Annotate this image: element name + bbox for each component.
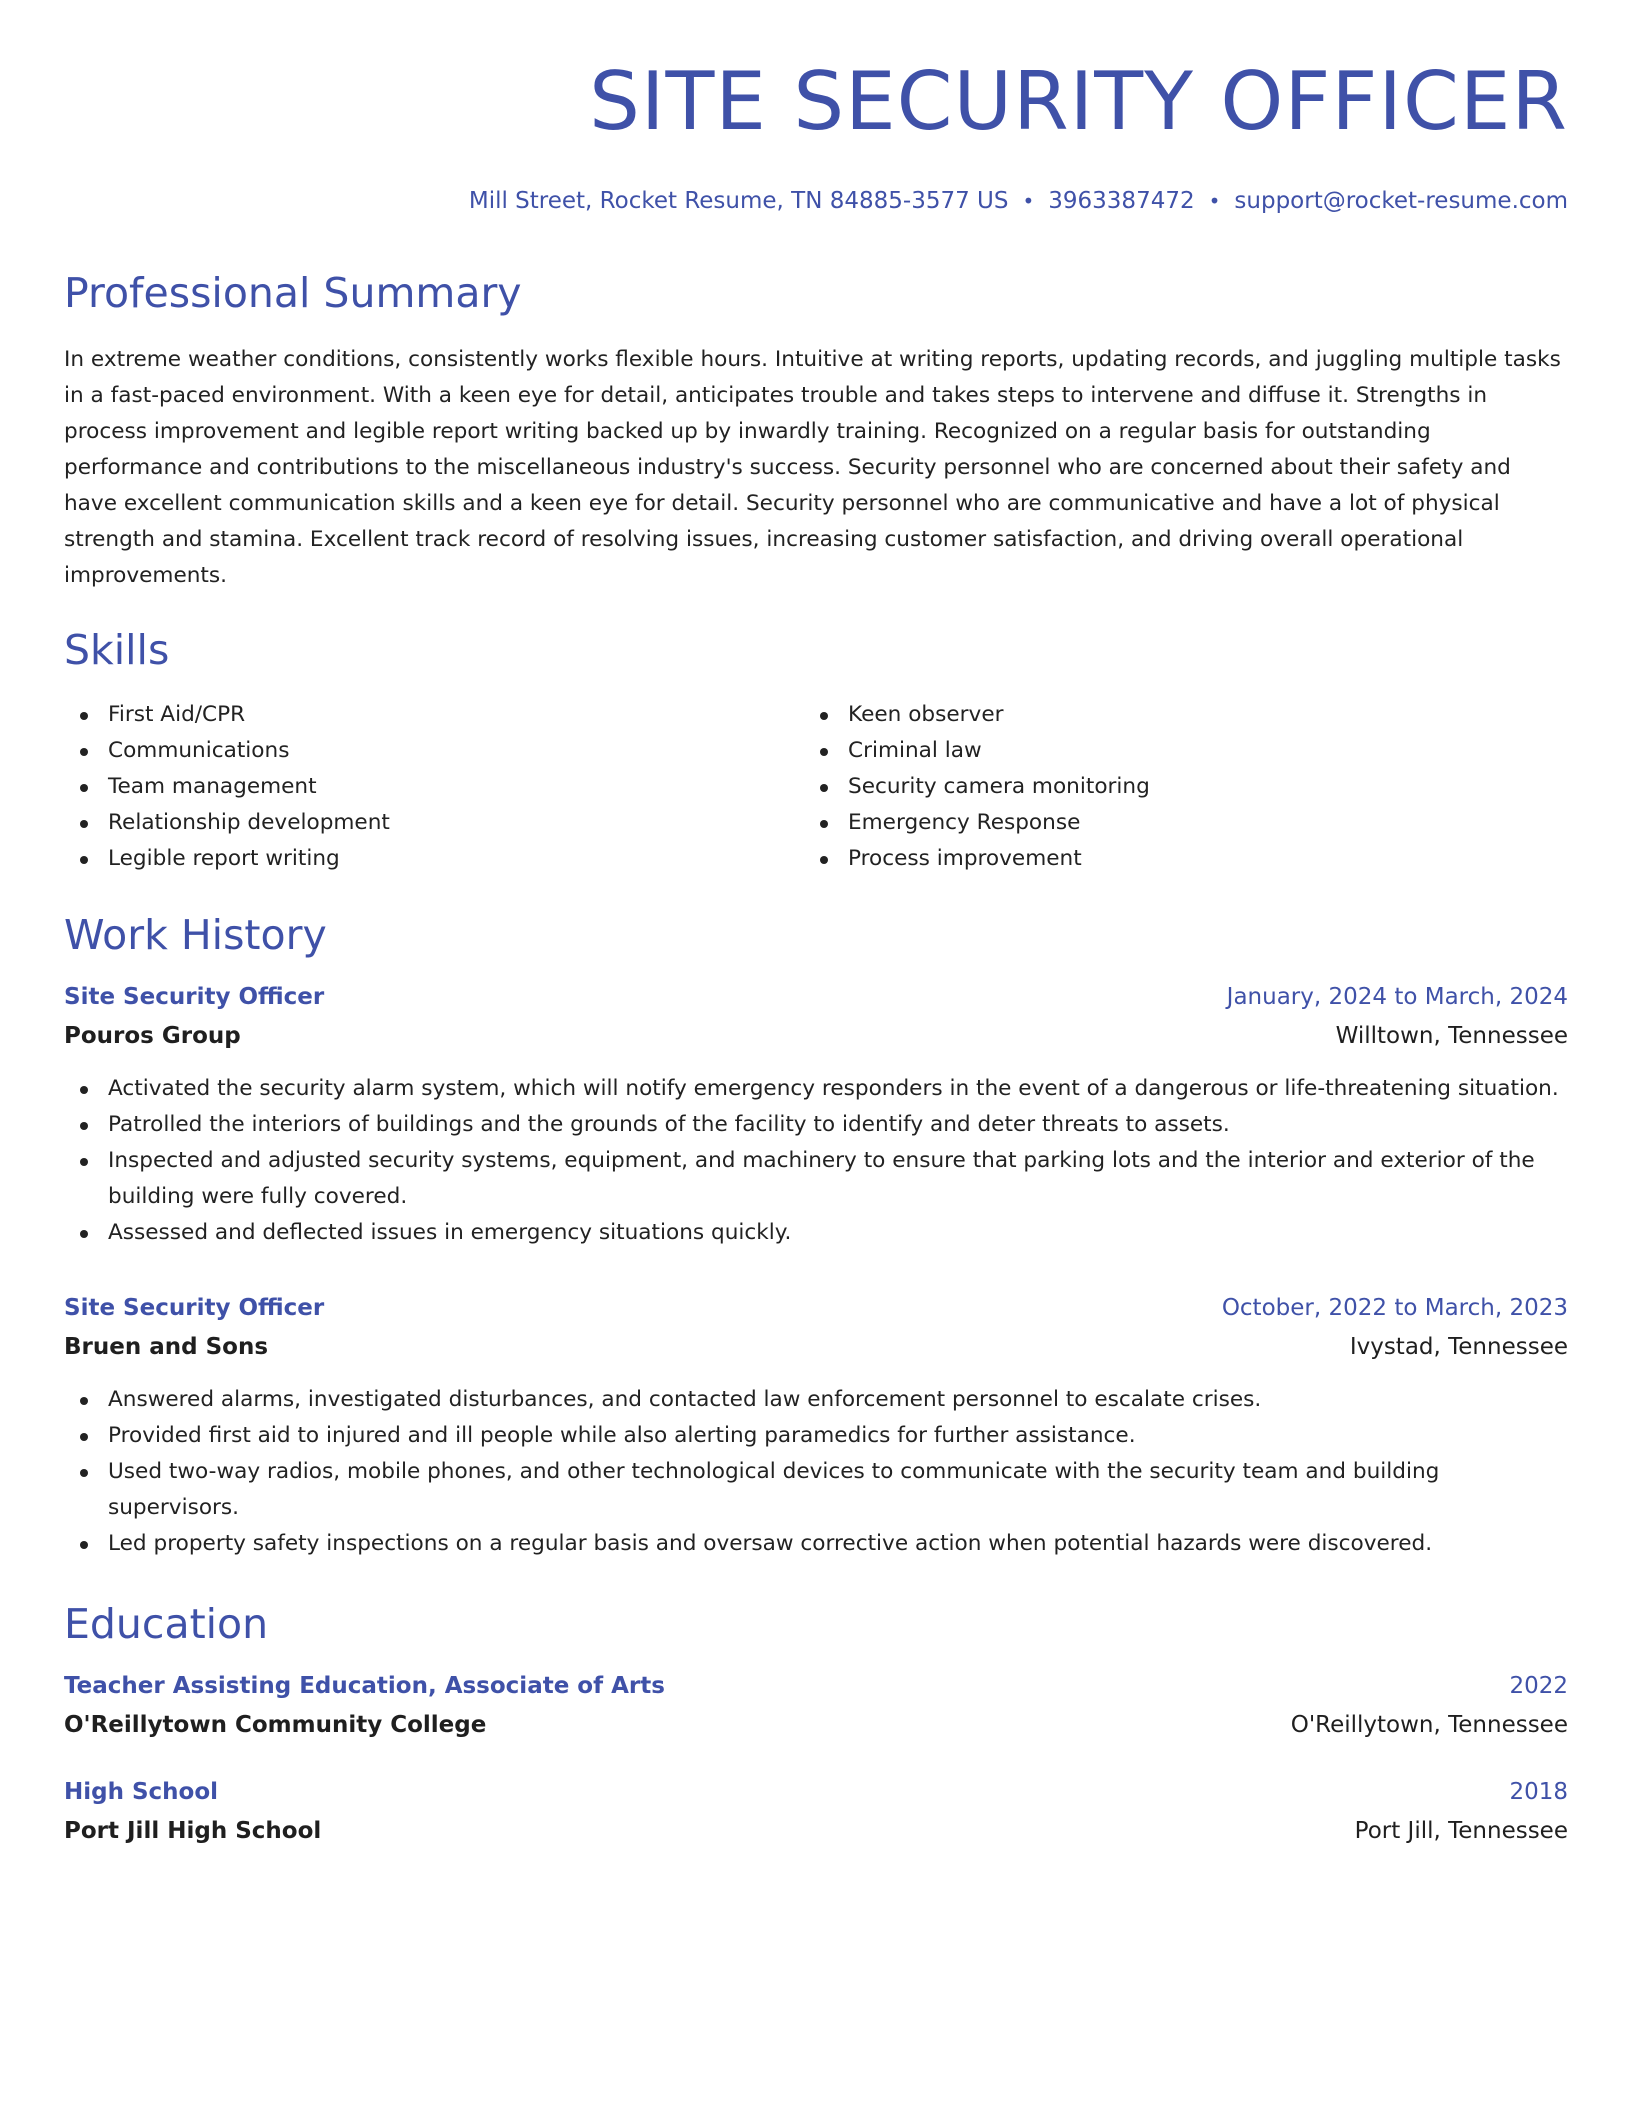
education-entry (64, 1675, 1568, 1737)
skill-item: Relationship development (64, 805, 804, 841)
job-duties (64, 1071, 1568, 1251)
duty-item: Led property safety inspections on a regular basis and oversaw corrective action when potential hazards were discovered. (64, 1526, 1568, 1562)
skill-item: Keen observer (804, 697, 1544, 733)
contact-separator: • (1208, 189, 1221, 213)
skill-item: First Aid/CPR (64, 697, 804, 733)
duty-item: Patrolled the interiors of buildings and the grounds of the facility to identify and deter threats to assets. (64, 1107, 1568, 1143)
job-company: Pouros Group (64, 1023, 241, 1049)
job-duties (64, 1382, 1568, 1562)
contact-email: support@rocket-resume.com (1234, 188, 1568, 214)
skill-item: Security camera monitoring (804, 769, 1544, 805)
job-title: Site Security Officer (64, 1295, 325, 1321)
education-year: 2018 (1509, 1779, 1568, 1805)
skills-column-right (804, 697, 1544, 877)
work-entry (64, 1297, 1568, 1562)
resume-name: SITE SECURITY OFFICER (589, 55, 1568, 148)
job-dates: January, 2024 to March, 2024 (1226, 984, 1568, 1010)
education-school-row (64, 1714, 1568, 1737)
education-degree: High School (64, 1779, 219, 1805)
duty-item: Answered alarms, investigated disturbances, and contacted law enforcement personnel to escalate crises. (64, 1382, 1568, 1418)
work-history-heading: Work History (64, 911, 327, 959)
education-entry (64, 1781, 1568, 1843)
skill-item: Communications (64, 733, 804, 769)
education-location: O'Reillytown, Tennessee (1290, 1712, 1568, 1738)
contact-line (64, 190, 1568, 213)
duty-item: Provided first aid to injured and ill people while also alerting paramedics for further assistance. (64, 1418, 1568, 1454)
job-header (64, 986, 1568, 1009)
skills-column-left (64, 697, 804, 877)
skill-item: Emergency Response (804, 805, 1544, 841)
contact-address: Mill Street, Rocket Resume, TN 84885-3577 US (468, 188, 1009, 214)
summary-heading: Professional Summary (64, 269, 522, 317)
skill-item: Team management (64, 769, 804, 805)
job-company: Bruen and Sons (64, 1334, 269, 1360)
skills-list (64, 697, 1568, 877)
job-title: Site Security Officer (64, 984, 325, 1010)
duty-item: Inspected and adjusted security systems, equipment, and machinery to ensure that parking lots and the interior and exterior of the building were fully covered. (64, 1143, 1568, 1215)
education-location: Port Jill, Tennessee (1354, 1818, 1568, 1844)
skills-heading: Skills (64, 626, 170, 674)
education-year: 2022 (1509, 1673, 1568, 1699)
contact-separator: • (1022, 189, 1035, 213)
job-header (64, 1297, 1568, 1320)
skill-item: Process improvement (804, 841, 1544, 877)
skill-item: Criminal law (804, 733, 1544, 769)
duty-item: Activated the security alarm system, which will notify emergency responders in the event of a dangerous or life-threatening situation. (64, 1071, 1568, 1107)
education-header (64, 1781, 1568, 1804)
education-heading: Education (64, 1600, 269, 1648)
education-header (64, 1675, 1568, 1698)
duty-item: Assessed and deflected issues in emergency situations quickly. (64, 1215, 1568, 1251)
contact-phone: 3963387472 (1048, 188, 1195, 214)
education-school: Port Jill High School (64, 1818, 322, 1844)
summary-text: In extreme weather conditions, consistently works flexible hours. Intuitive at writing reports, updating records, and juggling multiple tasks in a fast-paced environment. With a keen eye for detail, anticipates trouble and takes steps to intervene and diffuse it. Strengths in process improvement and legible report writing backed up by inwardly training. Recognized on a regular basis for outstanding performance and contributions to the miscellaneous industry's success. Security personnel who are concerned about their safety and have excellent communication skills and a keen eye for detail. Security personnel who are communicative and have a lot of physical strength and stamina. Excellent track record of resolving issues, increasing customer satisfaction, and driving overall operational improvements. (64, 347, 1561, 588)
skill-item: Legible report writing (64, 841, 804, 877)
education-degree: Teacher Assisting Education, Associate of Arts (64, 1673, 665, 1699)
job-dates: October, 2022 to March, 2023 (1221, 1295, 1568, 1321)
job-location: Ivystad, Tennessee (1349, 1334, 1568, 1360)
education-school: O'Reillytown Community College (64, 1712, 487, 1738)
work-entry (64, 986, 1568, 1251)
education-school-row (64, 1820, 1568, 1843)
job-location: Willtown, Tennessee (1335, 1023, 1568, 1049)
job-employer-row (64, 1025, 1568, 1048)
duty-item: Used two-way radios, mobile phones, and other technological devices to communicate with the security team and building supervisors. (64, 1454, 1568, 1526)
job-employer-row (64, 1336, 1568, 1359)
